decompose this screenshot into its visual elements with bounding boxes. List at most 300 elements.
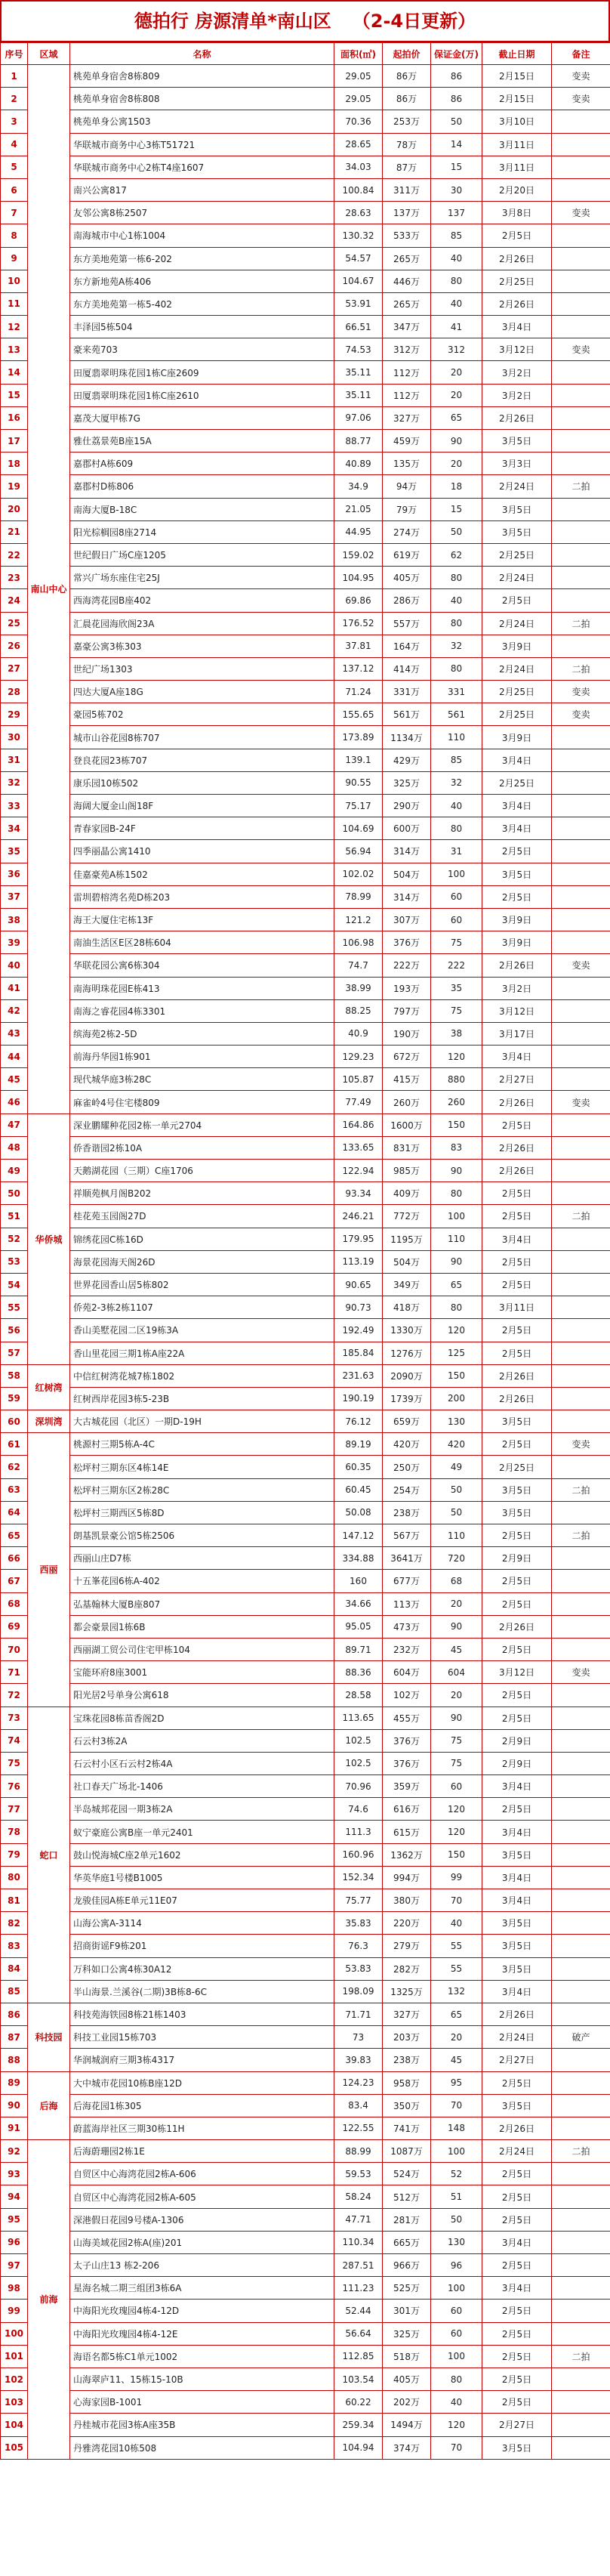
remark [552,224,610,247]
property-size: 39.83 [334,2049,383,2071]
table-row [1,292,610,315]
deposit-amount: 110 [431,1228,482,1250]
row-number: 45 [1,1068,28,1091]
property-size: 66.51 [334,316,383,338]
deadline-date: 3月4日 [482,316,552,338]
starting-bid: 557万 [383,612,431,635]
starting-bid: 446万 [383,270,431,292]
row-number: 96 [1,2231,28,2253]
property-size: 113.19 [334,1250,383,1273]
remark: 二拍 [552,612,610,635]
property-name: 都会豪景园1栋6B [70,1615,334,1638]
property-size: 90.65 [334,1273,383,1296]
row-number: 17 [1,430,28,452]
starting-bid: 1087万 [383,2140,431,2163]
deadline-date: 2月26日 [482,954,552,977]
deposit-amount: 40 [431,589,482,612]
starting-bid: 325万 [383,2322,431,2345]
starting-bid: 307万 [383,908,431,931]
starting-bid: 504万 [383,863,431,885]
row-number: 91 [1,2117,28,2139]
property-size: 56.64 [334,2322,383,2345]
starting-bid: 94万 [383,475,431,498]
remark: 变卖 [552,202,610,224]
remark [552,1296,610,1319]
property-size: 44.95 [334,520,383,543]
title-main: 德拍行 房源清单*南山区 [134,11,331,32]
starting-bid: 327万 [383,2003,431,2025]
property-name: 嘉豪公寓3栋303 [70,635,334,657]
property-name: 现代城华庭3栋28C [70,1068,334,1091]
deadline-date: 2月15日 [482,88,552,110]
row-number: 71 [1,1661,28,1684]
starting-bid: 265万 [383,292,431,315]
property-name: 华联城市商务中心3栋T51721 [70,133,334,156]
deadline-date: 2月5日 [482,1319,552,1342]
deposit-amount: 86 [431,65,482,88]
remark [552,1729,610,1752]
starting-bid: 958万 [383,2071,431,2094]
property-name: 后海花园1栋305 [70,2094,334,2117]
remark [552,977,610,999]
remark: 变卖 [552,1661,610,1684]
deadline-date: 2月9日 [482,1729,552,1752]
remark [552,1342,610,1364]
deposit-amount: 110 [431,726,482,749]
starting-bid: 831万 [383,1136,431,1159]
remark [552,1980,610,2003]
property-name: 华联城市商务中心2栋T4座1607 [70,156,334,178]
table-row [1,520,610,543]
deadline-date: 2月15日 [482,65,552,88]
remark [552,2003,610,2025]
table-row [1,635,610,657]
table-row [1,361,610,384]
property-size: 90.55 [334,771,383,794]
starting-bid: 414万 [383,657,431,680]
row-number: 103 [1,2391,28,2414]
property-name: 科技工业园15栋703 [70,2026,334,2049]
property-size: 112.85 [334,2345,383,2368]
table-row [1,247,610,270]
row-number: 55 [1,1296,28,1319]
deposit-amount: 132 [431,1980,482,2003]
deposit-amount: 30 [431,178,482,201]
remark [552,2094,610,2117]
remark [552,247,610,270]
property-size: 192.49 [334,1319,383,1342]
remark [552,1592,610,1615]
property-size: 60.35 [334,1456,383,1478]
deposit-amount: 60 [431,908,482,931]
remark [552,2436,610,2459]
starting-bid: 455万 [383,1707,431,1729]
remark [552,1113,610,1136]
row-number: 52 [1,1228,28,1250]
header-row [1,43,610,65]
row-number: 27 [1,657,28,680]
remark [552,1775,610,1798]
property-size: 21.05 [334,498,383,520]
property-name: 汇晨花园海欣阁23A [70,612,334,635]
area-group-label: 科技园 [28,2003,70,2071]
table-row [1,475,610,498]
property-size: 152.34 [334,1866,383,1889]
table-row [1,2140,610,2163]
deadline-date: 2月24日 [482,2140,552,2163]
property-size: 176.52 [334,612,383,635]
row-number: 5 [1,156,28,178]
remark [552,1501,610,1524]
property-size: 75.17 [334,795,383,817]
starting-bid: 1134万 [383,726,431,749]
table-row [1,1570,610,1592]
property-size: 60.22 [334,2391,383,2414]
row-number: 85 [1,1980,28,2003]
property-size: 185.84 [334,1342,383,1364]
deadline-date: 3月5日 [482,498,552,520]
property-size: 106.98 [334,931,383,954]
deadline-date: 3月4日 [482,1889,552,1912]
property-size: 102.5 [334,1752,383,1774]
remark [552,840,610,863]
property-name: 弘基翰林大厦B座807 [70,1592,334,1615]
deadline-date: 3月9日 [482,635,552,657]
starting-bid: 672万 [383,1046,431,1068]
deadline-date: 2月26日 [482,1136,552,1159]
property-name: 深港假日花园9号楼A-1306 [70,2208,334,2231]
remark [552,1752,610,1774]
table-row [1,1821,610,1843]
property-name: 佳嘉豪苑A栋1502 [70,863,334,885]
area-group-label: 西丽 [28,1433,70,1707]
row-number: 76 [1,1775,28,1798]
deadline-date: 2月26日 [482,1387,552,1410]
deposit-amount: 85 [431,224,482,247]
row-number: 33 [1,795,28,817]
property-size: 111.23 [334,2277,383,2300]
remark: 二拍 [552,1524,610,1547]
deadline-date: 3月5日 [482,1478,552,1501]
table-row [1,931,610,954]
property-size: 110.34 [334,2231,383,2253]
table-row [1,726,610,749]
deposit-amount: 49 [431,1456,482,1478]
property-size: 34.66 [334,1592,383,1615]
table-row [1,88,610,110]
remark [552,2322,610,2345]
table-row [1,2436,610,2459]
deadline-date: 3月4日 [482,1046,552,1068]
row-number: 6 [1,178,28,201]
remark [552,1547,610,1570]
table-row [1,1319,610,1342]
starting-bid: 374万 [383,2436,431,2459]
property-size: 38.99 [334,977,383,999]
table-row [1,2163,610,2185]
property-name: 万科如口公寓4栋30A12 [70,1957,334,1980]
table-row [1,1364,610,1387]
property-size: 29.05 [334,65,383,88]
row-number: 83 [1,1935,28,1957]
table-row [1,2208,610,2231]
row-number: 95 [1,2208,28,2231]
property-size: 155.65 [334,703,383,726]
property-size: 69.86 [334,589,383,612]
deposit-amount: 15 [431,156,482,178]
starting-bid: 253万 [383,110,431,133]
remark [552,1456,610,1478]
table-row [1,2049,610,2071]
row-number: 12 [1,316,28,338]
deposit-amount: 130 [431,1410,482,1433]
property-name: 深业鹏耀种花园2栋一单元2704 [70,1113,334,1136]
deposit-amount: 14 [431,133,482,156]
deadline-date: 2月26日 [482,1160,552,1182]
property-size: 70.36 [334,110,383,133]
row-number: 79 [1,1843,28,1866]
deadline-date: 2月25日 [482,681,552,703]
deposit-amount: 100 [431,1205,482,1228]
property-name: 前海丹华园1栋901 [70,1046,334,1068]
starting-bid: 137万 [383,202,431,224]
starting-bid: 616万 [383,1798,431,1821]
property-name: 缤海苑2栋2-5D [70,1022,334,1045]
property-name: 科技苑海铁园8栋21栋1403 [70,2003,334,2025]
remark [552,1160,610,1182]
row-number: 89 [1,2071,28,2094]
row-number: 62 [1,1456,28,1478]
table-row [1,1501,610,1524]
property-name: 南海之睿花园4栋3301 [70,999,334,1022]
deadline-date: 3月9日 [482,726,552,749]
deposit-amount: 120 [431,2414,482,2436]
deadline-date: 2月5日 [482,2071,552,2094]
remark: 变卖 [552,65,610,88]
table-row [1,316,610,338]
starting-bid: 409万 [383,1182,431,1205]
starting-bid: 86万 [383,88,431,110]
property-size: 334.88 [334,1547,383,1570]
property-name: 西海湾花园B座402 [70,589,334,612]
property-name: 太子山庄13 栋2-206 [70,2254,334,2277]
property-size: 104.69 [334,817,383,840]
row-number: 29 [1,703,28,726]
deadline-date: 3月5日 [482,1912,552,1935]
property-size: 74.6 [334,1798,383,1821]
deposit-amount: 32 [431,771,482,794]
deadline-date: 3月2日 [482,977,552,999]
row-number: 64 [1,1501,28,1524]
deposit-amount: 70 [431,2094,482,2117]
deposit-amount: 331 [431,681,482,703]
deposit-amount: 100 [431,863,482,885]
property-size: 160.96 [334,1843,383,1866]
table-row [1,1615,610,1638]
property-name: 半岛城邦花园一期3栋2A [70,1798,334,1821]
table-row [1,1843,610,1866]
table-row [1,224,610,247]
deadline-date: 3月4日 [482,1821,552,1843]
row-number: 20 [1,498,28,520]
starting-bid: 380万 [383,1889,431,1912]
table-row [1,954,610,977]
deadline-date: 2月5日 [482,1524,552,1547]
remark [552,2300,610,2322]
starting-bid: 113万 [383,1592,431,1615]
deadline-date: 2月25日 [482,1456,552,1478]
property-name: 香山美墅花园二区19栋3A [70,1319,334,1342]
deposit-amount: 80 [431,1182,482,1205]
remark: 变卖 [552,681,610,703]
deposit-amount: 222 [431,954,482,977]
property-name: 豪来苑703 [70,338,334,361]
area-group-label: 前海 [28,2140,70,2460]
table-row [1,2231,610,2253]
starting-bid: 250万 [383,1456,431,1478]
property-name: 康乐园10栋502 [70,771,334,794]
remark [552,999,610,1022]
remark: 变卖 [552,954,610,977]
remark [552,795,610,817]
table-row [1,612,610,635]
starting-bid: 78万 [383,133,431,156]
table-row [1,1160,610,1182]
starting-bid: 604万 [383,1661,431,1684]
row-number: 72 [1,1684,28,1707]
starting-bid: 376万 [383,1729,431,1752]
property-name: 十五峯花园6栋A-402 [70,1570,334,1592]
deposit-amount: 720 [431,1547,482,1570]
property-name: 宝能环府8座3001 [70,1661,334,1684]
deadline-date: 3月5日 [482,2436,552,2459]
deposit-amount: 148 [431,2117,482,2139]
table-row [1,498,610,520]
deadline-date: 3月4日 [482,749,552,771]
property-size: 70.96 [334,1775,383,1798]
remark: 变卖 [552,1091,610,1113]
property-name: 大中城市花园10栋B座12D [70,2071,334,2094]
row-number: 94 [1,2185,28,2208]
remark [552,908,610,931]
property-name: 招商街谣F9栋201 [70,1935,334,1957]
deposit-amount: 80 [431,817,482,840]
remark [552,863,610,885]
deposit-amount: 60 [431,2300,482,2322]
property-size: 104.94 [334,2436,383,2459]
deadline-date: 3月17日 [482,1022,552,1045]
deadline-date: 2月25日 [482,543,552,566]
deposit-amount: 60 [431,885,482,908]
property-size: 40.9 [334,1022,383,1045]
row-number: 105 [1,2436,28,2459]
property-size: 71.71 [334,2003,383,2025]
starting-bid: 659万 [383,1410,431,1433]
deadline-date: 2月5日 [482,1250,552,1273]
row-number: 9 [1,247,28,270]
row-number: 47 [1,1113,28,1136]
starting-bid: 1195万 [383,1228,431,1250]
remark [552,771,610,794]
property-name: 世纪假日广场C座1205 [70,543,334,566]
property-size: 52.44 [334,2300,383,2322]
deadline-date: 3月4日 [482,795,552,817]
deposit-amount: 85 [431,749,482,771]
remark: 二拍 [552,475,610,498]
remark [552,2277,610,2300]
deposit-amount: 561 [431,703,482,726]
property-size: 104.67 [334,270,383,292]
deposit-amount: 55 [431,1935,482,1957]
property-size: 147.12 [334,1524,383,1547]
deadline-date: 3月8日 [482,202,552,224]
remark: 二拍 [552,1205,610,1228]
property-name: 后海蔚珊园2栋1E [70,2140,334,2163]
deadline-date: 3月4日 [482,1980,552,2003]
remark [552,1798,610,1821]
deposit-amount: 200 [431,1387,482,1410]
row-number: 54 [1,1273,28,1296]
property-size: 34.03 [334,156,383,178]
property-name: 南油生活区E区28栋604 [70,931,334,954]
remark [552,2391,610,2414]
header-bid: 起拍价 [383,43,431,65]
property-size: 130.32 [334,224,383,247]
deposit-amount: 80 [431,1296,482,1319]
table-row [1,840,610,863]
property-name: 世界花园香山居5栋802 [70,1273,334,1296]
table-row [1,1296,610,1319]
row-number: 38 [1,908,28,931]
property-name: 华润城润府三期3栋4317 [70,2049,334,2071]
table-row [1,567,610,589]
remark [552,589,610,612]
property-size: 50.08 [334,1501,383,1524]
property-name: 桃苑单身公寓1503 [70,110,334,133]
property-size: 88.25 [334,999,383,1022]
property-name: 蔚蓝海岸社区三期30栋11H [70,2117,334,2139]
table-row [1,681,610,703]
remark [552,1638,610,1660]
row-number: 34 [1,817,28,840]
header-size: 面积(㎡) [334,43,383,65]
table-row [1,202,610,224]
deadline-date: 3月11日 [482,156,552,178]
starting-bid: 87万 [383,156,431,178]
deadline-date: 2月9日 [482,1547,552,1570]
deadline-date: 2月5日 [482,2208,552,2231]
deadline-date: 2月26日 [482,406,552,429]
starting-bid: 312万 [383,338,431,361]
table-row [1,1205,610,1228]
deposit-amount: 50 [431,1501,482,1524]
remark [552,2071,610,2094]
deposit-amount: 40 [431,292,482,315]
property-size: 53.83 [334,1957,383,1980]
property-name: 心海家园B-1001 [70,2391,334,2414]
remark [552,1387,610,1410]
deposit-amount: 38 [431,1022,482,1045]
row-number: 26 [1,635,28,657]
property-size: 97.06 [334,406,383,429]
row-number: 21 [1,520,28,543]
row-number: 18 [1,452,28,475]
table-row [1,817,610,840]
deposit-amount: 80 [431,270,482,292]
deadline-date: 2月5日 [482,2368,552,2390]
property-size: 28.65 [334,133,383,156]
property-size: 34.9 [334,475,383,498]
